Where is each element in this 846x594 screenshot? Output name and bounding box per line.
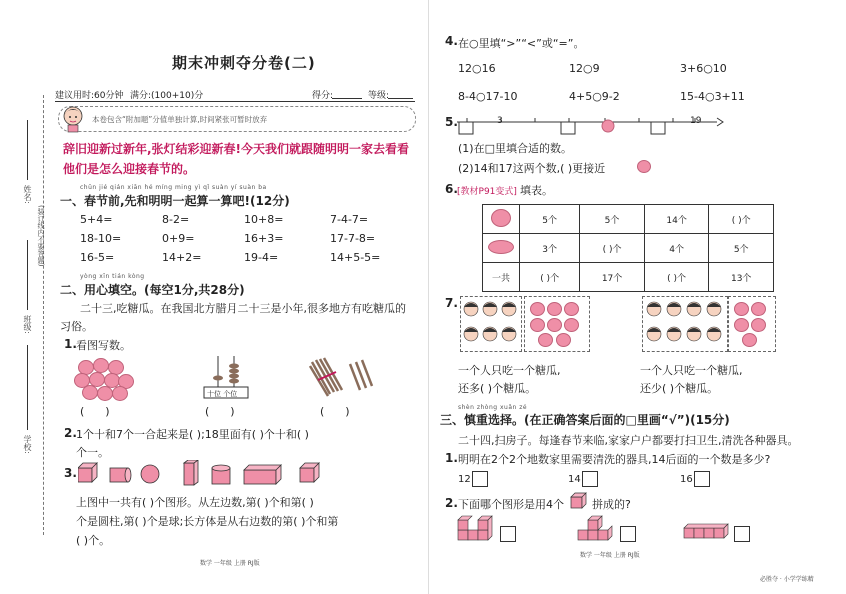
meta-grade: 等级:	[368, 91, 390, 101]
face-icon	[462, 298, 520, 348]
fill-table	[482, 204, 774, 292]
q4-label: 4.	[445, 34, 458, 48]
calc-1-3: 10+8=	[244, 213, 284, 226]
face-icon	[644, 298, 724, 348]
q7-left-line2: 还多( )个糖瓜。	[458, 382, 537, 395]
calc-3-4: 14+5-5=	[330, 251, 381, 264]
cube-icon	[570, 492, 588, 510]
table-cell: ( )个	[520, 263, 580, 292]
intro-line2: 他们是怎么迎接春节的。	[63, 162, 196, 176]
peach-icon	[637, 160, 651, 173]
s2-checkbox-a[interactable]	[500, 526, 516, 542]
sec1-pinyin: chūn jié qián xiān hé míng ming yì qǐ suàn yí suàn ba	[80, 184, 267, 191]
q2-label: 2.	[64, 426, 77, 440]
peach-icon	[734, 302, 749, 316]
sec3-pinyin: shèn zhòng xuǎn zé	[458, 404, 528, 411]
s1-checkbox-c[interactable]	[694, 471, 710, 487]
abacus-labels: 十位 个位	[207, 390, 238, 398]
q2-line1: 1个十和7个一合起来是( );18里面有( )个十和( )	[76, 428, 309, 441]
q6-tag: [教材P91变式]	[457, 187, 517, 197]
table-cell: 一共	[483, 263, 520, 292]
table-cell: ( )个	[709, 205, 774, 234]
right-footer: 数学 一年级 上册 RJ版	[580, 552, 640, 559]
compare-1-2: 12○9	[569, 62, 600, 75]
sec1-title: 一、春节前,先和明明一起算一算吧!(12分)	[60, 194, 290, 208]
table-cell: ( )个	[644, 263, 709, 292]
peach-icon	[82, 385, 98, 400]
compare-2-3: 15-4○3+11	[680, 90, 745, 103]
table-cell: 14个	[644, 205, 709, 234]
peach-icon	[93, 358, 109, 373]
side-note: (装订线内不要答题)	[37, 205, 45, 267]
calc-1-4: 7-4-7=	[330, 213, 369, 226]
answer-paren-2: ( )	[205, 405, 235, 418]
girl-mascot-icon	[60, 103, 86, 133]
peach-icon	[547, 302, 562, 316]
q7-label: 7.	[445, 296, 458, 310]
s1-option-b: 14	[568, 474, 581, 485]
peach-icon	[564, 302, 579, 316]
q4-text: 在○里填“>”“<”或“=”。	[458, 37, 585, 50]
calc-2-4: 17-7-8=	[330, 232, 376, 245]
calc-3-3: 19-4=	[244, 251, 279, 264]
peach-icon	[742, 333, 757, 347]
table-cell: 13个	[709, 263, 774, 292]
table-row	[483, 234, 774, 263]
cube-stack-option-b	[576, 514, 616, 544]
q5-label: 5.	[445, 115, 458, 129]
sec3-para: 二十四,扫房子。每逢春节来临,家家户户都要打扫卫生,清洗各种器具。	[458, 434, 799, 447]
sec3-title: 三、慎重选择。(在正确答案后面的□里画“√”)(15分)	[440, 413, 730, 427]
s1-checkbox-a[interactable]	[472, 471, 488, 487]
calc-2-1: 18-10=	[80, 232, 122, 245]
cylinder-icon	[110, 468, 131, 482]
q7-right-line2: 还少( )个糖瓜。	[640, 382, 719, 395]
sec2-title: 二、用心填空。(每空1分,共28分)	[60, 283, 245, 297]
meta-time: 建议用时:60分钟	[55, 91, 124, 101]
q6-text: 填表。	[520, 184, 553, 197]
ball-icon	[141, 465, 159, 483]
q5-sub2: (2)14和17这两个数,( )更接近	[458, 162, 606, 175]
page-title: 期末冲刺夺分卷(二)	[172, 54, 316, 72]
cube-icon	[78, 463, 97, 482]
peach-icon	[556, 333, 571, 347]
s1-text: 明明在2个2个地数家里需要清洗的器具,14后面的一个数是多少?	[458, 453, 771, 466]
q1-text: 看图写数。	[76, 339, 131, 352]
s2-checkbox-c[interactable]	[734, 526, 750, 542]
s2-checkbox-b[interactable]	[620, 526, 636, 542]
side-label-name: 姓名:	[23, 185, 32, 204]
table-row	[483, 263, 774, 292]
short-cylinder-icon	[212, 465, 230, 484]
side-label-school: 学校:	[23, 435, 32, 454]
peach-icon	[751, 302, 766, 316]
meta-full: 满分:(100+10)分	[130, 91, 204, 101]
peach-icon	[547, 318, 562, 332]
q2-line2: 个一。	[76, 446, 109, 459]
stick-bundle-icon	[306, 356, 376, 398]
table-cell: 5个	[520, 205, 580, 234]
peach-icon	[530, 302, 545, 316]
tip-text: 本卷包含“附加题”分值单独计算,时间紧张可暂时放弃	[92, 115, 268, 124]
table-cell: 5个	[580, 205, 645, 234]
calc-3-2: 14+2=	[162, 251, 202, 264]
cube-stack-option-c	[682, 514, 730, 544]
compare-2-1: 8-4○17-10	[458, 90, 518, 103]
calc-1-2: 8-2=	[162, 213, 190, 226]
compare-1-3: 3+6○10	[680, 62, 727, 75]
left-footer: 数学 一年级 上册 RJ版	[200, 560, 260, 567]
tall-cuboid-icon	[184, 460, 198, 485]
para-line2: 习俗。	[60, 320, 93, 333]
peach-icon	[530, 318, 545, 332]
calc-3-1: 16-5=	[80, 251, 115, 264]
number-line	[455, 110, 725, 138]
s1-label: 1.	[445, 451, 458, 465]
q7-right-line1: 一个人只吃一个糖瓜,	[640, 364, 743, 377]
melon-icon	[488, 240, 514, 254]
meta-score: 得分:	[312, 91, 334, 101]
binding-line	[43, 95, 44, 535]
peach-icon	[112, 386, 128, 401]
page-divider	[428, 0, 429, 594]
calc-2-2: 0+9=	[162, 232, 195, 245]
long-cuboid-icon	[244, 465, 281, 484]
table-cell: 17个	[580, 263, 645, 292]
table-cell: 3个	[520, 234, 580, 263]
peach-icon	[491, 209, 511, 227]
q1-label: 1.	[64, 337, 77, 351]
q3-line2: 个是圆柱,第( )个是球;长方体是从右边数的第( )个和第	[76, 515, 339, 528]
peach-icon	[538, 333, 553, 347]
shape-row	[78, 460, 378, 486]
q3-line1: 上图中一共有( )个图形。从左边数,第( )个和第( )	[76, 496, 314, 509]
s1-option-a: 12	[458, 474, 471, 485]
s2-text: 下面哪个图形是用4个	[458, 498, 564, 511]
cube-icon	[300, 463, 319, 482]
compare-2-2: 4+5○9-2	[569, 90, 620, 103]
intro-line1: 辞旧迎新过新年,张灯结彩迎新春!今天我们就跟随明明一家去看看	[63, 142, 410, 156]
side-label-class: 班级:	[23, 315, 32, 334]
corner-brand: 必胜夺 · 小学学练精	[760, 576, 814, 583]
s1-option-c: 16	[680, 474, 693, 485]
compare-1-1: 12○16	[458, 62, 496, 75]
para-line1: 二十三,吃糖瓜。在我国北方腊月二十三是小年,很多地方有吃糖瓜的	[80, 302, 406, 315]
table-cell: ( )个	[580, 234, 645, 263]
s2-label: 2.	[445, 496, 458, 510]
table-cell: 4个	[644, 234, 709, 263]
numline-label-19: 19	[690, 116, 702, 126]
q7-left-line1: 一个人只吃一个糖瓜,	[458, 364, 561, 377]
calc-1-1: 5+4=	[80, 213, 113, 226]
s2-text-end: 拼成的?	[592, 498, 631, 511]
answer-paren-3: ( )	[320, 405, 350, 418]
answer-paren-1: ( )	[80, 405, 110, 418]
sec2-pinyin: yòng xīn tián kòng	[80, 273, 145, 280]
q6-label: 6.	[445, 182, 458, 196]
table-row	[483, 205, 774, 234]
peach-icon	[751, 318, 766, 332]
cube-stack-option-a	[456, 514, 498, 544]
q3-label: 3.	[64, 466, 77, 480]
numline-label-3: 3	[497, 116, 503, 126]
table-cell: 5个	[709, 234, 774, 263]
s1-checkbox-b[interactable]	[582, 471, 598, 487]
q5-sub1: (1)在□里填合适的数。	[458, 142, 572, 155]
peach-icon	[97, 386, 113, 401]
peach-icon	[564, 318, 579, 332]
q3-line3: ( )个。	[76, 534, 111, 547]
calc-2-3: 16+3=	[244, 232, 284, 245]
peach-icon	[734, 318, 749, 332]
